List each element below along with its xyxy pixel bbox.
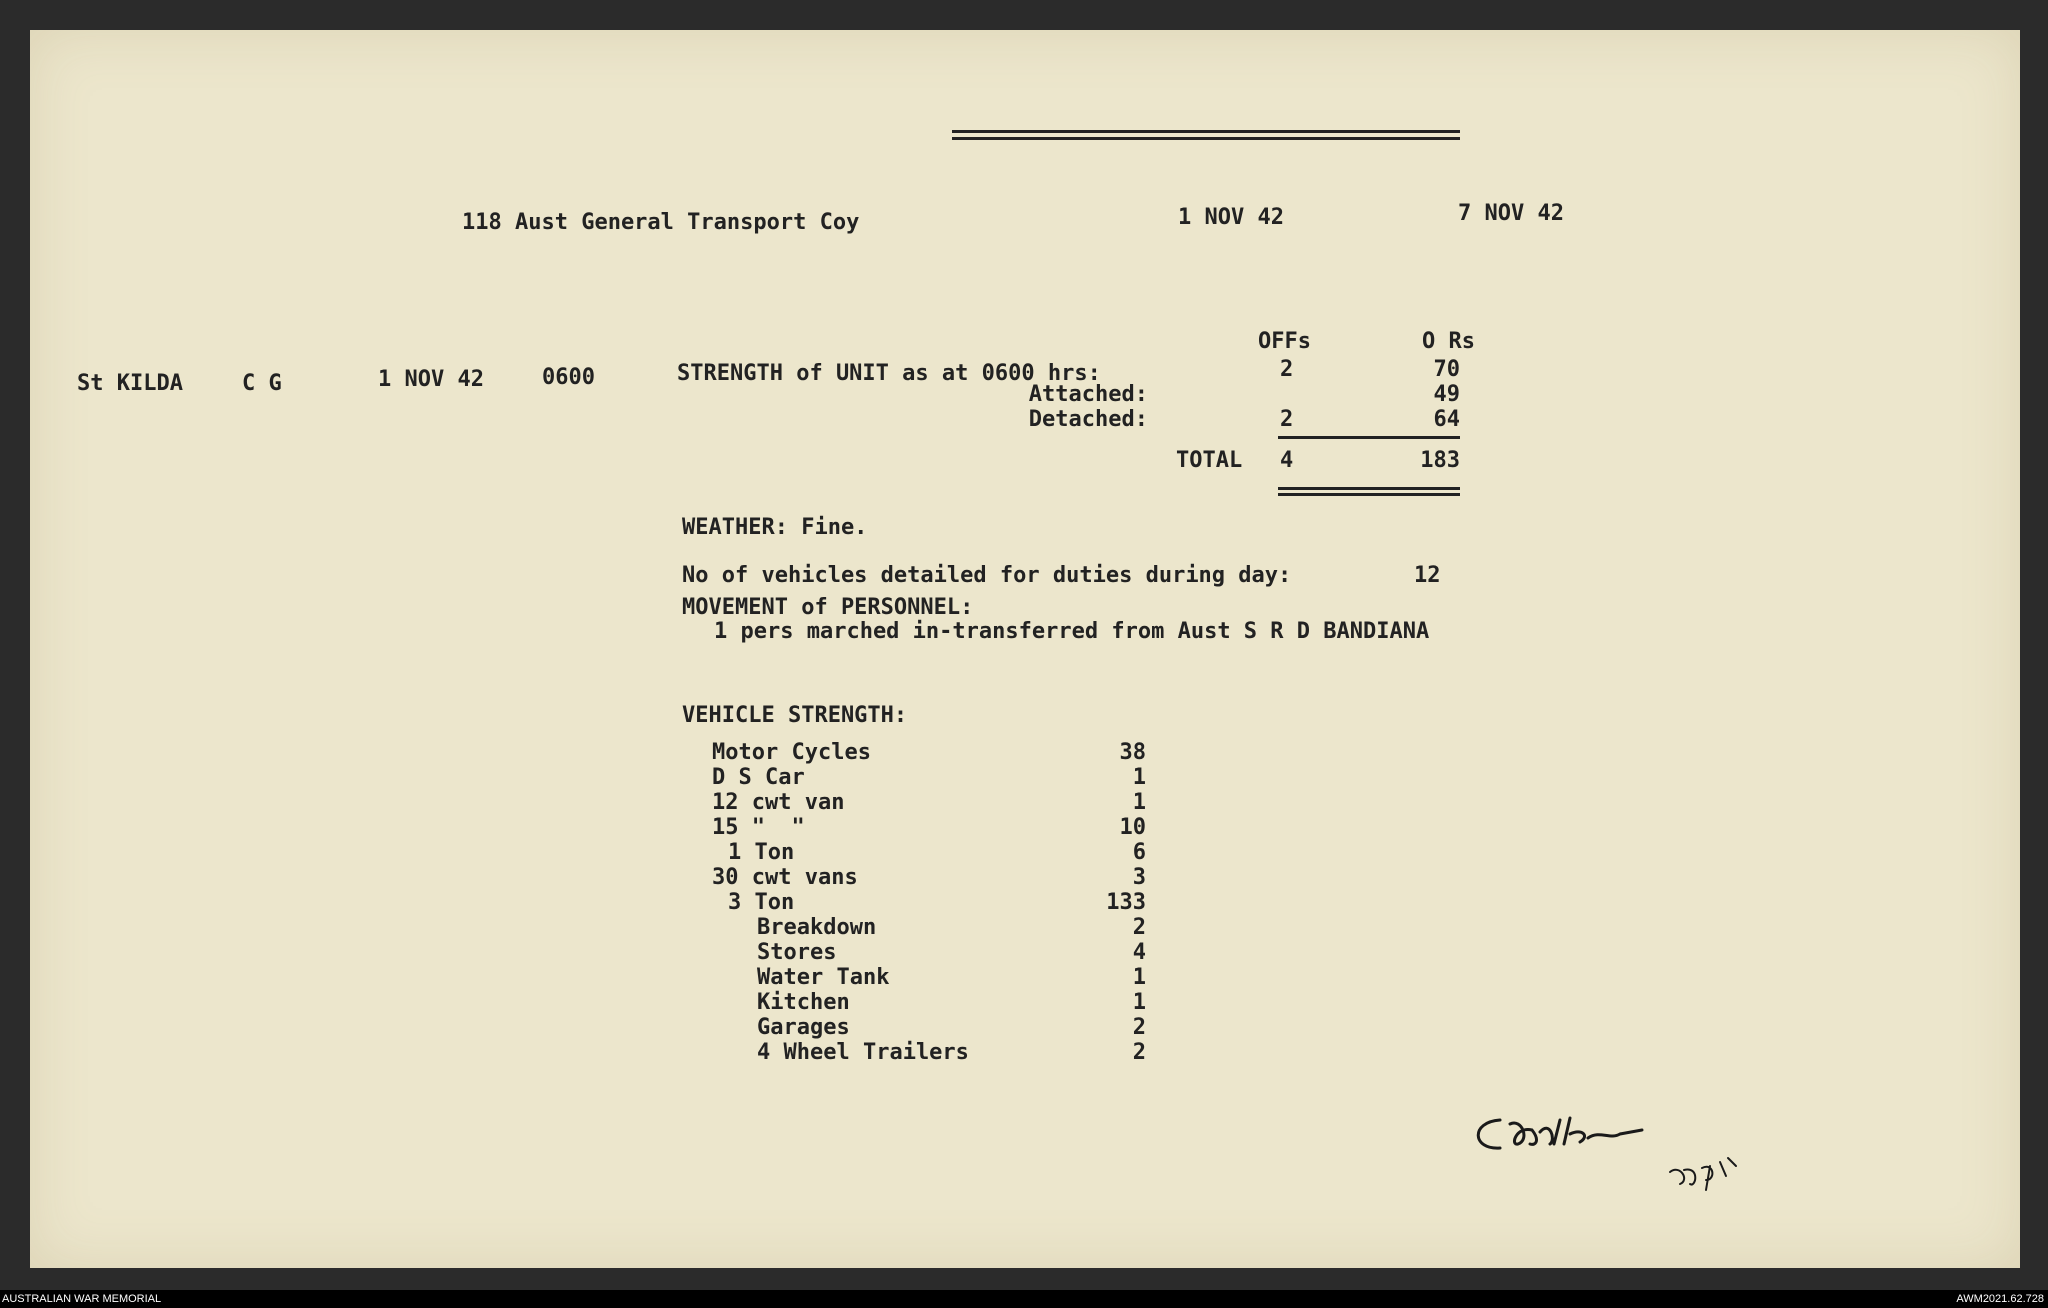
footer-left: AUSTRALIAN WAR MEMORIAL — [2, 1293, 162, 1305]
strength-label: STRENGTH of UNIT as at 0600 hrs: — [677, 361, 1101, 386]
signature — [1470, 1110, 1790, 1200]
vehicle-value: 10 — [1119, 815, 1146, 840]
vehicle-label: 15 " " — [712, 815, 805, 840]
strength-row-ors: 70 — [1433, 357, 1460, 382]
unit-name: 118 Aust General Transport Coy — [462, 210, 860, 235]
vehicle-value: 2 — [1132, 915, 1146, 940]
vehicle-label: 30 cwt vans — [712, 865, 858, 890]
vehicle-row — [712, 865, 858, 890]
vehicle-value: 1 — [1132, 965, 1146, 990]
date-to: 7 NOV 42 — [1458, 201, 1564, 226]
movement-heading: MOVEMENT of PERSONNEL: — [682, 595, 974, 620]
attached-label: Attached: — [1028, 382, 1148, 407]
vehicle-row — [728, 840, 794, 865]
vehicle-row — [757, 965, 889, 990]
vehicle-row — [757, 990, 850, 1015]
vehicle-value: 1 — [1132, 790, 1146, 815]
footer-right: AWM2021.62.728 — [1956, 1293, 2044, 1305]
vehicle-strength-heading: VEHICLE STRENGTH: — [682, 703, 908, 728]
vehicle-value: 3 — [1132, 865, 1146, 890]
col-ors: O Rs — [1422, 329, 1475, 354]
vehicle-label: 4 Wheel Trailers — [757, 1040, 969, 1065]
total-ors: 183 — [1420, 448, 1460, 473]
vehicle-label: Breakdown — [757, 915, 877, 940]
vehicle-row — [757, 940, 836, 965]
vehicles-detailed-value: 12 — [1414, 563, 1441, 588]
total-rule — [1278, 487, 1460, 490]
vehicle-label: 1 Ton — [728, 840, 795, 865]
total-label: TOTAL — [1176, 448, 1243, 473]
col-offrs: OFFs — [1258, 329, 1311, 354]
entry-time: 0600 — [542, 365, 595, 390]
vehicle-label: 3 Ton — [728, 890, 795, 915]
vehicle-value: 1 — [1132, 990, 1146, 1015]
top-rule — [952, 130, 1460, 133]
vehicle-label: Garages — [757, 1015, 850, 1040]
vehicle-row — [757, 1015, 850, 1040]
vehicle-label: Motor Cycles — [712, 740, 871, 765]
entry-place: St KILDA — [77, 371, 183, 396]
subtotal-rule — [1278, 436, 1460, 439]
vehicle-label: Kitchen — [757, 990, 850, 1015]
vehicle-value: 2 — [1132, 1040, 1146, 1065]
date-from: 1 NOV 42 — [1178, 205, 1284, 230]
vehicle-row — [757, 915, 876, 940]
vehicle-row — [712, 790, 844, 815]
entry-cg: C G — [242, 371, 282, 396]
detached-ors: 64 — [1433, 407, 1460, 432]
vehicle-value: 1 — [1132, 765, 1146, 790]
document-page — [30, 30, 2020, 1268]
vehicle-value: 4 — [1132, 940, 1146, 965]
vehicle-row — [757, 1040, 969, 1065]
vehicle-label: Water Tank — [757, 965, 890, 990]
vehicle-row — [712, 765, 805, 790]
movement-line: 1 pers marched in-transferred from Aust S R D BANDIANA — [714, 619, 1430, 644]
total-rule-2 — [1278, 493, 1460, 496]
weather: WEATHER: Fine. — [682, 515, 868, 540]
top-rule-2 — [952, 137, 1460, 140]
attached-ors: 49 — [1433, 382, 1460, 407]
entry-date: 1 NOV 42 — [378, 367, 484, 392]
vehicles-detailed-label: No of vehicles detailed for duties during day: — [682, 563, 1292, 588]
detached-offrs: 2 — [1280, 407, 1294, 432]
vehicle-row — [712, 815, 805, 840]
vehicle-value: 133 — [1106, 890, 1146, 915]
vehicle-value: 38 — [1119, 740, 1146, 765]
vehicle-label: Stores — [757, 940, 837, 965]
footer-bar — [0, 1290, 2048, 1308]
detached-label: Detached: — [1028, 407, 1148, 432]
vehicle-row — [712, 740, 871, 765]
vehicle-label: 12 cwt van — [712, 790, 845, 815]
vehicle-row — [728, 890, 794, 915]
vehicle-value: 2 — [1132, 1015, 1146, 1040]
total-offrs: 4 — [1280, 448, 1294, 473]
vehicle-label: D S Car — [712, 765, 805, 790]
vehicle-value: 6 — [1132, 840, 1146, 865]
strength-row-offrs: 2 — [1280, 357, 1294, 382]
